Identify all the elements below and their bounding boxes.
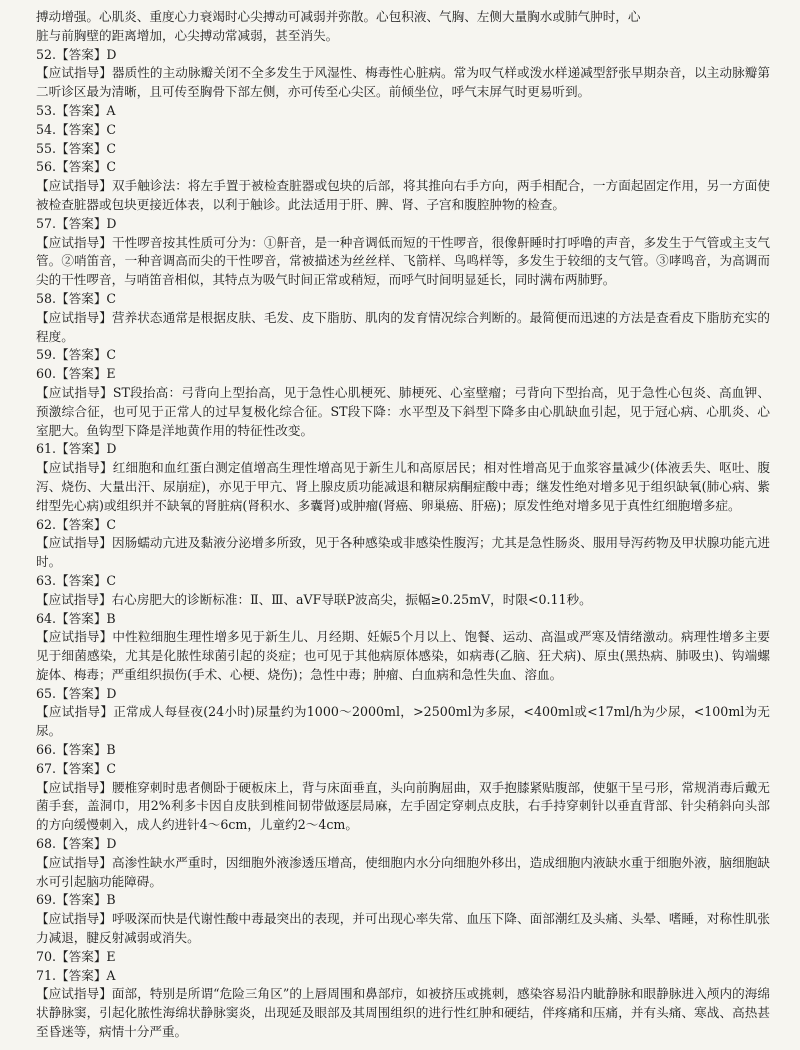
- answer-label: 【答案】: [56, 967, 107, 983]
- answer-line: [36, 140, 770, 159]
- answer-label: 【答案】: [56, 102, 107, 118]
- guide-paragraph: [36, 309, 770, 347]
- answer-value: E: [106, 366, 116, 382]
- answer-value: B: [106, 610, 116, 626]
- answer-label: 【答案】: [56, 760, 107, 776]
- answer-label: 【答案】: [56, 685, 107, 701]
- question-number: 57.: [36, 215, 57, 231]
- guide-label: 【应试指导】: [36, 535, 112, 551]
- question-number: 68.: [36, 836, 57, 852]
- answer-entry: [36, 121, 770, 140]
- question-number: 56.: [36, 159, 57, 175]
- guide-text: 器质性的主动脉瓣关闭不全多发生于风湿性、梅毒性心脏病。常为叹气样或泼水样递减型舒张早期杂音，以主动脉瓣第二听诊区最为清晰，且可传至胸骨下部左侧，亦可传至心尖区。前倾坐位，呼气末屏气时更易听到。: [36, 65, 770, 100]
- guide-paragraph: [36, 985, 770, 1041]
- answer-value: D: [106, 215, 117, 231]
- answer-value: D: [106, 441, 117, 457]
- answer-label: 【答案】: [56, 610, 107, 626]
- answer-line: [36, 346, 770, 365]
- guide-text: ST段抬高：弓背向上型抬高，见于急性心肌梗死、肺梗死、心室壁瘤；弓背向下型抬高，见于急性心包炎、高血钾、预激综合征，也可见于正常人的过早复极化综合征。ST段下降：水平型及下斜型下降多由心肌缺血引起，见于冠心病、心肌炎、心室肥大。鱼钩型下降是洋地黄作用的特征性改变。: [36, 384, 771, 438]
- answer-line: [36, 365, 770, 384]
- question-number: 52.: [36, 46, 57, 62]
- answer-line: [36, 158, 770, 177]
- answer-entry: [36, 158, 770, 214]
- guide-text: 双手触诊法：将左手置于被检查脏器或包块的后部，将其推向右手方向，两手相配合，一方面起固定作用，另一方面使被检查脏器或包块更接近体表，以利于触诊。此法适用于肝、脾、肾、子宫和腹腔肿物的检查。: [36, 178, 770, 212]
- answer-entry: [36, 948, 770, 967]
- answer-value: C: [106, 159, 117, 175]
- answer-label: 【答案】: [56, 159, 107, 175]
- guide-text: 正常成人每昼夜(24小时)尿量约为1000～2000ml，>2500ml为多尿，<400ml或<17ml/h为少尿，<100ml为无尿。: [36, 704, 771, 739]
- answer-entry: [36, 215, 770, 290]
- guide-paragraph: [36, 177, 770, 215]
- guide-text: 腰椎穿刺时患者侧卧于硬板床上，背与床面垂直，头向前胸屈曲，双手抱膝紧贴腹部，使躯干呈弓形，常规消毒后戴无菌手套，盖洞巾，用2%利多卡因自皮肤到椎间韧带做逐层局麻，左手固定穿刺点皮肤，右手持穿刺针以垂直背部、针尖稍斜向头部的方向缓慢刺入，成人约进针4～6cm，儿童约2～4cm。: [36, 779, 770, 833]
- guide-text: 中性粒细胞生理性增多见于新生儿、月经期、妊娠5个月以上、饱餐、运动、高温或严寒及情绪激动。病理性增多主要见于细菌感染，尤其是化脓性球菌引起的炎症；也可见于其他病原体感染，如病毒(乙脑、狂犬病)、原虫(黑热病、肺吸虫)、钩端螺旋体、梅毒；严重组织损伤(手术、心梗、烧伤)；急性中毒；肿瘤、白血病和急性失血、溶血。: [36, 629, 770, 682]
- guide-text: 因肠蠕动亢进及黏液分泌增多所致，见于各种感染或非感染性腹泻；尤其是急性肠炎、服用导泻药物及甲状腺功能亢进时。: [36, 535, 770, 570]
- answer-value: C: [106, 347, 117, 363]
- answer-value: C: [106, 121, 117, 137]
- guide-paragraph: [36, 64, 770, 102]
- answer-value: A: [106, 967, 116, 983]
- question-number: 71.: [36, 967, 57, 983]
- question-number: 63.: [36, 572, 57, 588]
- answer-entry: [36, 346, 770, 365]
- answer-entry: [36, 365, 770, 440]
- answer-value: A: [106, 102, 116, 118]
- answer-value: B: [106, 892, 116, 908]
- answer-entry: [36, 440, 770, 515]
- guide-label: 【应试指导】: [36, 234, 112, 250]
- answer-entry: [36, 102, 770, 121]
- answer-label: 【答案】: [56, 742, 107, 758]
- answer-label: 【答案】: [56, 836, 107, 852]
- question-number: 59.: [36, 347, 57, 363]
- guide-text: 面部，特别是所谓“危险三角区”的上唇周围和鼻部疖，如被挤压或挑刺，感染容易沿内眦静脉和眼静脉进入颅内的海绵状静脉窦，引起化脓性海绵状静脉窦炎，出现延及眼部及其周围组织的进行性红肿和硬结，伴疼痛和压痛，并有头痛、寒战、高热甚至昏迷等，病情十分严重。: [36, 986, 770, 1040]
- answer-entry: [36, 891, 770, 947]
- guide-paragraph: [36, 591, 770, 610]
- question-number: 54.: [36, 121, 57, 137]
- answer-value: E: [106, 948, 116, 964]
- answer-entry: [36, 290, 770, 346]
- guide-text: 干性啰音按其性质可分为：①鼾音，是一种音调低而短的干性啰音，很像鼾睡时打呼噜的声音，多发生于气管或主支气管。②哨笛音，一种音调高而尖的干性啰音，常被描述为丝丝样、飞箭样、鸟鸣样等，多发生于较细的支气管。③哮鸣音，为高调而尖的干性啰音，与哨笛音相似，其特点为吸气时间正常或稍短，而呼气时间明显延长，同时满布两肺野。: [36, 234, 770, 288]
- guide-label: 【应试指导】: [36, 779, 112, 795]
- guide-paragraph: [36, 534, 770, 572]
- guide-label: 【应试指导】: [36, 704, 114, 720]
- guide-label: 【应试指导】: [36, 65, 112, 81]
- intro-line-2: 脏与前胸壁的距离增加，心尖搏动常减弱，甚至消失。: [36, 27, 339, 43]
- guide-text: 营养状态通常是根据皮肤、毛发、皮下脂肪、肌肉的发育情况综合判断的。最简便而迅速的方法是查看皮下脂肪充实的程度。: [36, 309, 770, 344]
- answer-label: 【答案】: [56, 290, 107, 306]
- answer-line: [36, 572, 770, 591]
- guide-text: 红细胞和血红蛋白测定值增高生理性增高见于新生儿和高原居民；相对性增高见于血浆容量减少(体液丢失、呕吐、腹泻、烧伤、大量出汗、尿崩症)，亦见于甲亢、肾上腺皮质功能减退和糖尿病酮症酸中毒；继发性绝对增多见于组织缺氧(肺心病、紫绀型先心病)或组织并不缺氧的肾脏病(肾积水、多囊肾)或肿瘤(肾癌、卵巢癌、肝癌)；原发性绝对增多见于真性红细胞增多症。: [36, 460, 770, 513]
- answer-label: 【答案】: [56, 140, 107, 156]
- answer-label: 【答案】: [56, 441, 107, 457]
- answer-label: 【答案】: [56, 347, 107, 363]
- answer-label: 【答案】: [56, 121, 107, 137]
- answer-entry: [36, 760, 770, 835]
- answer-line: [36, 46, 770, 65]
- answer-line: [36, 948, 770, 967]
- guide-paragraph: [36, 854, 770, 892]
- guide-paragraph: [36, 703, 770, 741]
- answer-label: 【答案】: [56, 366, 107, 382]
- question-number: 55.: [36, 140, 57, 156]
- guide-label: 【应试指导】: [36, 911, 112, 927]
- answer-label: 【答案】: [56, 516, 107, 532]
- guide-label: 【应试指导】: [36, 854, 112, 870]
- answer-value: D: [106, 46, 117, 62]
- question-number: 61.: [36, 441, 57, 457]
- question-number: 58.: [36, 290, 57, 306]
- question-number: 60.: [36, 366, 57, 382]
- answer-line: [36, 516, 770, 535]
- answer-list: [36, 46, 770, 1042]
- answer-entry: [36, 572, 770, 610]
- guide-label: 【应试指导】: [36, 629, 113, 645]
- answer-entry: [36, 741, 770, 760]
- answer-value: C: [106, 140, 117, 156]
- answer-value: C: [106, 572, 117, 588]
- answer-entry: [36, 610, 770, 685]
- question-number: 67.: [36, 760, 57, 776]
- guide-paragraph: [36, 384, 770, 440]
- answer-line: [36, 440, 770, 459]
- answer-line: [36, 290, 770, 309]
- question-number: 66.: [36, 742, 57, 758]
- answer-line: [36, 835, 770, 854]
- answer-entry: [36, 835, 770, 891]
- answer-entry: [36, 516, 770, 572]
- guide-label: 【应试指导】: [36, 591, 112, 607]
- guide-paragraph: [36, 779, 770, 835]
- answer-line: [36, 102, 770, 121]
- answer-line: [36, 121, 770, 140]
- question-number: 70.: [36, 948, 57, 964]
- answer-entry: [36, 685, 770, 741]
- guide-label: 【应试指导】: [36, 460, 113, 476]
- guide-paragraph: [36, 459, 770, 515]
- question-number: 53.: [36, 102, 57, 118]
- guide-text: 右心房肥大的诊断标准：Ⅱ、Ⅲ、aVF导联P波高尖，振幅≥0.25mV，时限<0.11秒。: [111, 591, 592, 607]
- guide-paragraph: [36, 910, 770, 948]
- guide-text: 高渗性缺水严重时，因细胞外液渗透压增高，使细胞内水分向细胞外移出，造成细胞内液缺水重于细胞外液，脑细胞缺水可引起脑功能障碍。: [36, 854, 770, 889]
- guide-label: 【应试指导】: [36, 178, 112, 194]
- answer-label: 【答案】: [56, 892, 107, 908]
- guide-label: 【应试指导】: [36, 986, 112, 1002]
- question-number: 69.: [36, 892, 57, 908]
- answer-line: [36, 967, 770, 986]
- answer-line: [36, 215, 770, 234]
- intro-line-1: 搏动增强。心肌炎、重度心力衰竭时心尖搏动可减弱并弥散。心包积液、气胸、左侧大量胸水或肺气肿时，心: [36, 9, 641, 24]
- question-number: 64.: [36, 610, 57, 626]
- guide-paragraph: [36, 628, 770, 684]
- answer-line: [36, 741, 770, 760]
- question-number: 62.: [36, 516, 57, 532]
- answer-line: [36, 610, 770, 629]
- answer-line: [36, 760, 770, 779]
- guide-label: 【应试指导】: [36, 309, 112, 325]
- guide-text: 呼吸深而快是代谢性酸中毒最突出的表现，并可出现心率失常、血压下降、面部潮红及头痛、头晕、嗜睡，对称性肌张力减退，腱反射减弱或消失。: [36, 911, 770, 946]
- answer-value: D: [106, 685, 117, 701]
- answer-value: C: [106, 290, 117, 306]
- answer-label: 【答案】: [56, 572, 107, 588]
- answer-label: 【答案】: [56, 215, 107, 231]
- answer-value: C: [106, 760, 117, 776]
- guide-paragraph: [36, 234, 770, 290]
- answer-value: B: [106, 742, 116, 758]
- answer-label: 【答案】: [56, 46, 107, 62]
- answer-label: 【答案】: [56, 948, 107, 964]
- answer-value: D: [106, 836, 117, 852]
- question-number: 65.: [36, 685, 57, 701]
- answer-line: [36, 685, 770, 704]
- answer-entry: [36, 46, 770, 102]
- guide-label: 【应试指导】: [36, 384, 113, 400]
- answer-value: C: [106, 516, 117, 532]
- answer-line: [36, 891, 770, 910]
- answer-entry: [36, 140, 770, 159]
- answer-entry: [36, 967, 770, 1042]
